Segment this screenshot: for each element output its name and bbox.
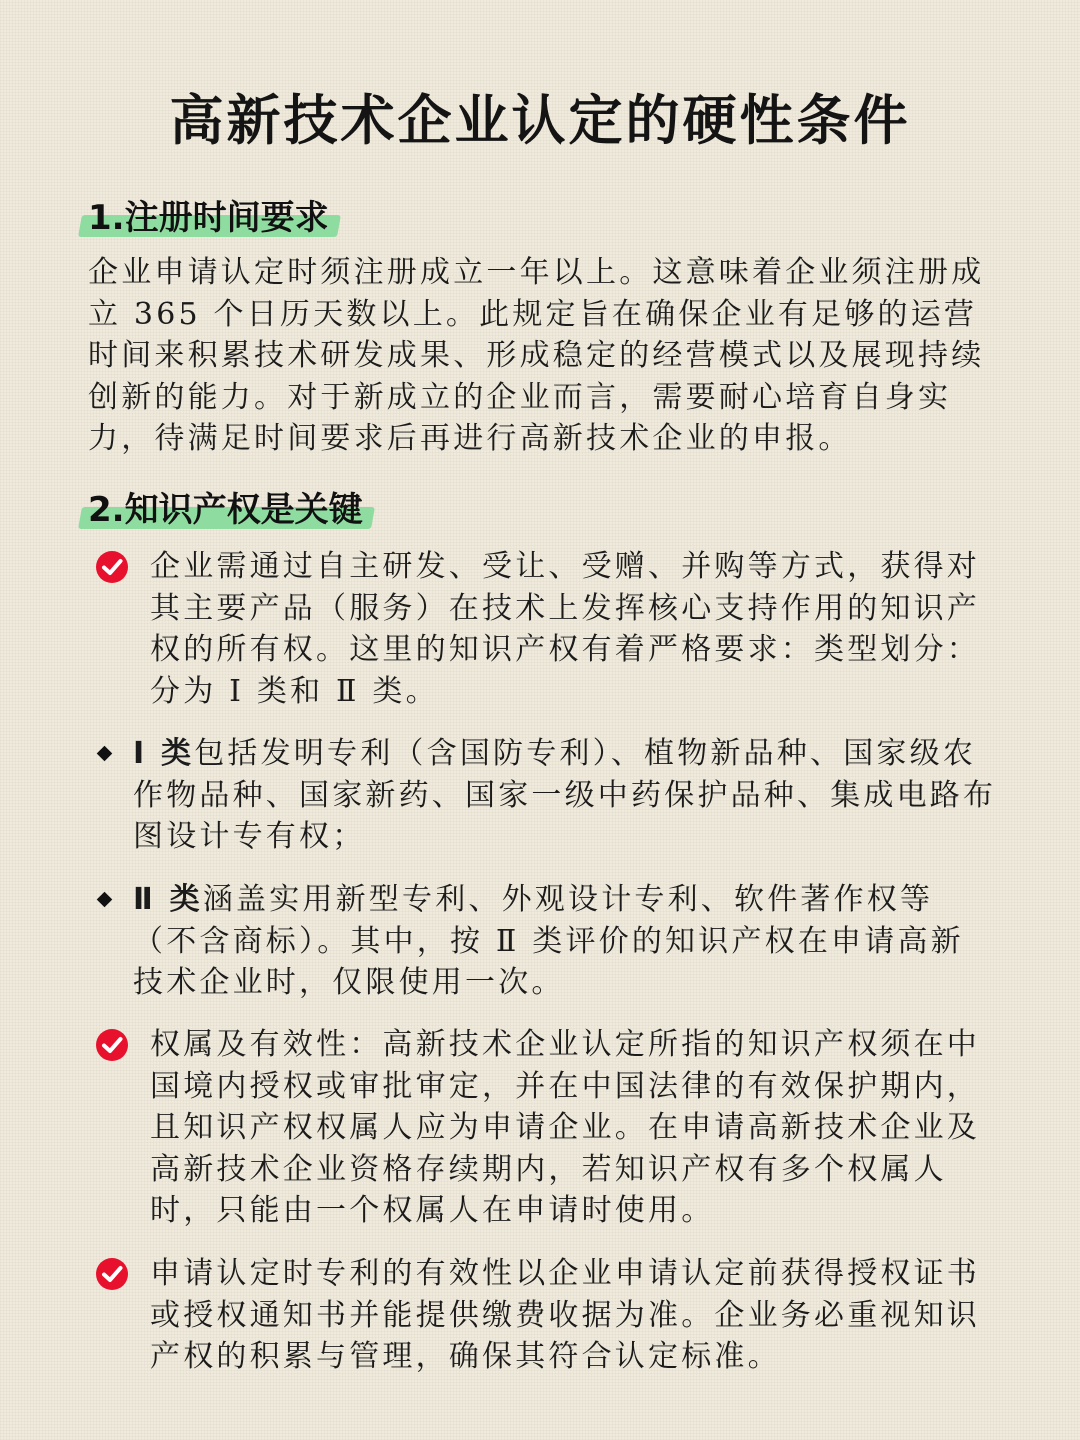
class-one-paragraph <box>133 733 1003 858</box>
check-circle-icon <box>95 550 129 584</box>
section-heading-ip: 2.知识产权是关键 <box>88 482 363 531</box>
diamond-bullet-icon <box>97 892 113 908</box>
class-one-label: Ⅰ 类 <box>133 736 195 771</box>
page-title: 高新技术企业认定的硬性条件 <box>169 89 911 152</box>
class-two-paragraph <box>133 879 983 1004</box>
class-two-label: Ⅱ 类 <box>133 882 203 917</box>
check-circle-icon <box>95 1257 129 1291</box>
diamond-bullet-icon <box>97 746 113 762</box>
patent-validity-paragraph: 申请认定时专利的有效性以企业申请认定前获得授权证书或授权通知书并能提供缴费收据为准。企业务必重视知识产权的积累与管理，确保其符合认定标准。 <box>150 1256 980 1374</box>
ip-validity-paragraph: 权属及有效性：高新技术企业认定所指的知识产权须在中国境内授权或审批审定，并在中国法律的有效保护期内，且知识产权权属人应为申请企业。在申请高新技术企业及高新技术企业资格存续期内，若知识产权有多个权属人时，只能由一个权属人在申请时使用。 <box>150 1027 980 1228</box>
section-heading-registration: 1.注册时间要求 <box>88 190 329 239</box>
registration-paragraph: 企业申请认定时须注册成立一年以上。这意味着企业须注册成立 365 个日历天数以上。此规定旨在确保企业有足够的运营时间来积累技术研发成果、形成稳定的经营模式以及展现持续创新的能力。对于新成立的企业而言，需要耐心培育自身实力，待满足时间要求后再进行高新技术企业的申报。 <box>88 255 985 456</box>
ip-ownership-paragraph: 企业需通过自主研发、受让、受赠、并购等方式，获得对其主要产品（服务）在技术上发挥核心支持作用的知识产权的所有权。这里的知识产权有着严格要求：类型划分：分为 Ⅰ 类和 Ⅱ 类。 <box>150 549 980 709</box>
check-circle-icon <box>95 1028 129 1062</box>
class-two-text: 涵盖实用新型专利、外观设计专利、软件著作权等（不含商标）。其中，按 Ⅱ 类评价的知识产权在申请高新技术企业时，仅限使用一次。 <box>133 882 964 1000</box>
class-one-text: 包括发明专利（含国防专利）、植物新品种、国家级农作物品种、国家新药、国家一级中药保护品种、集成电路布图设计专有权； <box>133 736 997 854</box>
